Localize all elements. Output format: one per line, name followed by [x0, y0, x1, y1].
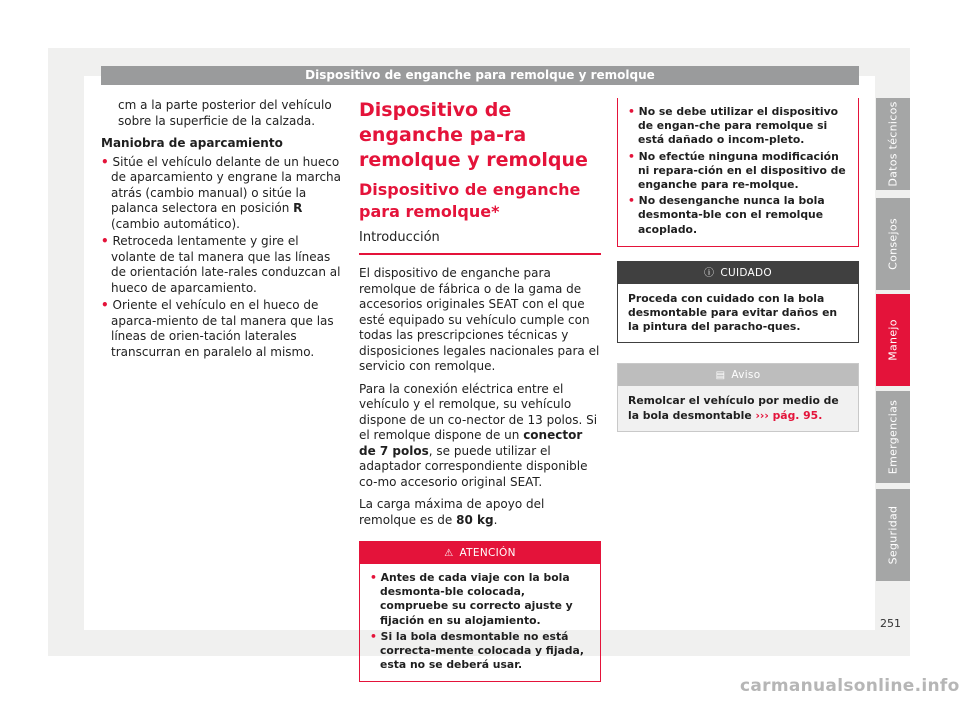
tab-seguridad[interactable]: Seguridad — [876, 489, 910, 581]
column-right — [617, 98, 859, 452]
list-item: • Oriente el vehículo en el hueco de aparca-miento de tal manera que las líneas de orien-tación laterales transcurran en paralelo al mismo. — [101, 298, 334, 359]
bullet-icon: • — [628, 149, 635, 163]
section-heading: Maniobra de aparcamiento — [101, 136, 283, 150]
subsection-title: Introducción — [359, 229, 601, 255]
warning-body — [360, 564, 600, 681]
caution-text: Proceda con cuidado con la bola desmontable para evitar daños en la pintura del paracho-ques. — [628, 291, 838, 334]
info-circle-icon: ⓘ — [704, 267, 715, 279]
list-item: • Sitúe el vehículo delante de un hueco de aparcamiento y engrane la marcha atrás (cambio manual) o sitúe la palanca selectora en posición R (cambio automático). — [101, 154, 342, 231]
column-left — [101, 98, 343, 362]
page-header: Dispositivo de enganche para remolque y remolque — [101, 66, 859, 85]
list-item: • Retroceda lentamente y gire el volante de tal manera que las líneas de orientación late-rales conduzcan al hueco de aparcamiento. — [101, 234, 341, 295]
continuation-text: cm a la parte posterior del vehículo sobre la superficie de la calzada. — [118, 98, 332, 128]
section-title: Dispositivo de enganche para remolque* — [359, 180, 581, 221]
bullet-icon: • — [101, 298, 109, 312]
column-middle — [359, 98, 601, 702]
warning-header: ⚠ ATENCIÓN — [360, 542, 600, 564]
notice-box — [617, 363, 859, 431]
warning-body — [618, 98, 858, 246]
bullet-icon: • — [628, 194, 635, 208]
note-icon: ▤ — [715, 370, 726, 382]
page-reference-link[interactable]: pág. 95. — [772, 408, 823, 422]
reference-arrow: ››› — [755, 408, 769, 422]
notice-header: ▤ Aviso — [618, 364, 858, 386]
bullet-icon: • — [370, 629, 377, 643]
warning-box-continued — [617, 98, 859, 247]
caution-box — [617, 261, 859, 344]
bullet-icon: • — [370, 571, 377, 584]
paragraph: El dispositivo de enganche para remolque de fábrica o de la gama de accesorios originales SEAT con el que esté equipado su vehículo cumple con todas las prescripciones técnicas y disposiciones legales nacionales para el servicio con remolque. — [359, 266, 600, 373]
watermark: carmanualsonline.info — [740, 676, 960, 696]
list-item: • No efectúe ninguna modificación ni repara-ción en el dispositivo de enganche para re-molque. — [628, 149, 846, 192]
warning-box — [359, 541, 601, 682]
bullet-icon: • — [101, 234, 109, 248]
bullet-icon: • — [101, 154, 109, 169]
bullet-icon: • — [628, 105, 635, 118]
notice-text: Remolcar el vehículo por medio de la bola desmontable ››› pág. 95. — [628, 394, 839, 422]
list-item: • Si la bola desmontable no está correcta-mente colocada y fijada, esta no se deberá usar. — [370, 629, 584, 672]
caution-header: ⓘ CUIDADO — [618, 262, 858, 284]
list-item: • Antes de cada viaje con la bola desmonta-ble colocada, compruebe su correcto ajuste y fijación en su alojamiento. — [370, 571, 573, 627]
list-item: • No se debe utilizar el dispositivo de engan-che para remolque si está dañado o incom-pleto. — [628, 105, 839, 147]
page-number: 251 — [880, 617, 901, 630]
chapter-title: Dispositivo de enganche pa-ra remolque y remolque — [359, 99, 588, 171]
paragraph: Para la conexión eléctrica entre el vehículo y el remolque, su vehículo dispone de un co-nector de 13 polos. Si el remolque dispone de un conector de 7 polos, se puede utilizar el adaptador correspondiente disponible co-mo accesorio original SEAT. — [359, 381, 598, 489]
tab-consejos[interactable]: Consejos — [876, 198, 910, 290]
warning-triangle-icon: ⚠ — [444, 548, 454, 559]
list-item: • No desenganche nunca la bola desmonta-ble con el remolque acoplado. — [628, 194, 825, 236]
tab-emergencias[interactable]: Emergencias — [876, 391, 910, 483]
tab-datos-tecnicos[interactable]: Datos técnicos — [876, 98, 910, 190]
tab-manejo[interactable]: Manejo — [876, 294, 910, 386]
paragraph: La carga máxima de apoyo del remolque es de 80 kg. — [359, 497, 545, 527]
